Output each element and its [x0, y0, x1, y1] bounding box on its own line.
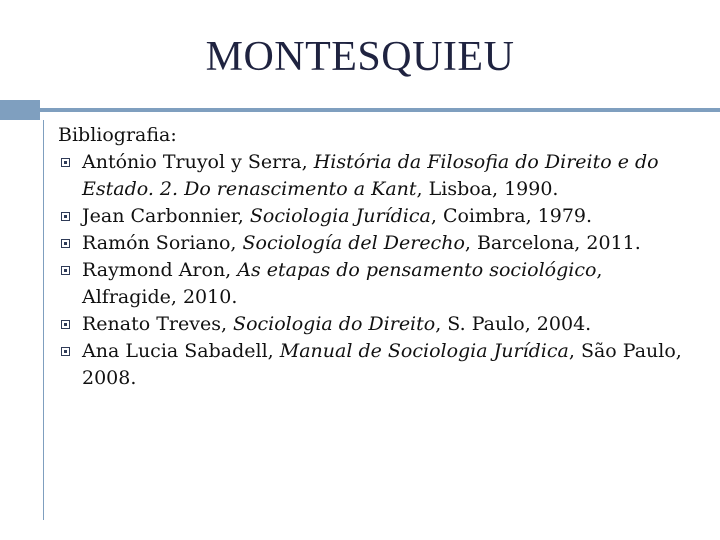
- item-work: Sociologia Jurídica: [249, 205, 431, 227]
- item-author: Renato Treves,: [82, 313, 234, 335]
- item-details: , Lisboa, 1990.: [416, 178, 559, 200]
- square-bullet-icon: [61, 239, 70, 248]
- item-author: Ramón Soriano,: [82, 232, 243, 254]
- accent-square: [0, 100, 40, 120]
- item-author: Raymond Aron,: [82, 259, 238, 281]
- bibliography-item: [58, 338, 698, 392]
- bibliography-heading: Bibliografia:: [58, 124, 177, 146]
- bibliography-item: [58, 149, 698, 203]
- bibliography-item: [58, 203, 698, 230]
- bibliography-list: [58, 149, 698, 392]
- slide-title: MONTESQUIEU: [205, 34, 515, 80]
- item-details: , Coimbra, 1979.: [430, 205, 593, 227]
- item-author: António Truyol y Serra,: [82, 151, 314, 173]
- item-details: , São Paulo, 2008.: [82, 340, 682, 389]
- square-bullet-icon: [61, 158, 70, 167]
- title-underline: [40, 108, 720, 112]
- item-work: História da Filosofia do Direito e do Estado. 2. Do renascimento a Kant: [82, 151, 659, 200]
- item-work: As etapas do pensamento sociológico: [237, 259, 597, 281]
- item-author: Ana Lucia Sabadell,: [82, 340, 280, 362]
- item-work: Manual de Sociologia Jurídica: [279, 340, 569, 362]
- item-author: Jean Carbonnier,: [82, 205, 250, 227]
- item-details: , Barcelona, 2011.: [464, 232, 641, 254]
- item-details: , S. Paulo, 2004.: [435, 313, 592, 335]
- item-work: Sociología del Derecho: [242, 232, 465, 254]
- square-bullet-icon: [61, 347, 70, 356]
- slide-body: [58, 122, 698, 392]
- item-work: Sociologia do Direito: [233, 313, 436, 335]
- left-rule: [43, 120, 44, 520]
- bibliography-item: [58, 230, 698, 257]
- bibliography-item: [58, 311, 698, 338]
- square-bullet-icon: [61, 266, 70, 275]
- item-details: , Alfragide, 2010.: [82, 259, 603, 308]
- square-bullet-icon: [61, 212, 70, 221]
- bibliography-item: [58, 257, 698, 311]
- square-bullet-icon: [61, 320, 70, 329]
